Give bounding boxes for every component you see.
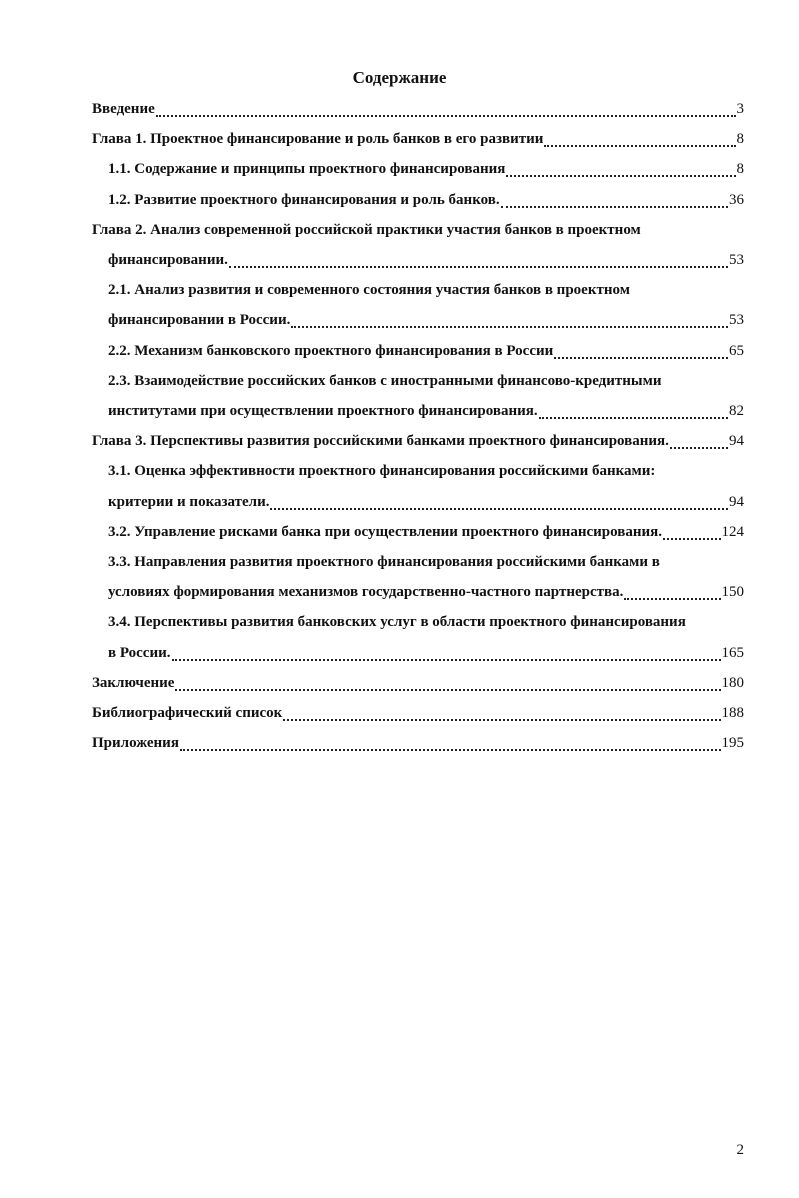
dot-leader — [506, 174, 735, 177]
dot-leader — [156, 114, 736, 117]
dot-leader — [270, 507, 728, 510]
toc-entry-label: 1.2. Развитие проектного финансирования и роль банков. — [108, 191, 500, 208]
toc-entry[interactable] — [92, 668, 744, 698]
dot-leader — [544, 144, 735, 147]
dot-leader — [539, 416, 728, 419]
toc-entry-page: 8 — [736, 131, 744, 148]
toc-line: 2.3. Взаимодействие российских банков с иностранными финансово-кредитными — [108, 372, 662, 389]
toc-entry[interactable] — [108, 336, 744, 366]
toc-line: 3.4. Перспективы развития банковских услуг в области проектного финансирования — [108, 614, 686, 631]
toc-entry-label: 1.1. Содержание и принципы проектного финансирования — [108, 161, 506, 178]
toc-entry-label: Библиографический список — [92, 705, 283, 721]
toc-entry-label: в России. — [108, 644, 171, 661]
toc-entry-label: финансировании в России. — [108, 312, 291, 329]
toc-entry[interactable] — [108, 638, 744, 668]
toc-entry[interactable] — [108, 577, 744, 607]
toc-entry-page: 188 — [721, 705, 744, 721]
page-title: Содержание — [352, 68, 447, 87]
toc-entry-label: Глава 3. Перспективы развития российскими банками проектного финансирования. — [92, 433, 669, 450]
toc-entry-page: 53 — [729, 252, 744, 268]
toc-entry-page: 36 — [729, 191, 744, 208]
dot-leader — [663, 537, 721, 540]
toc-entry[interactable] — [108, 396, 744, 426]
toc-entry-label: критерии и показатели. — [108, 493, 270, 510]
toc-entry-page: 165 — [721, 644, 744, 661]
toc-entry[interactable] — [92, 728, 744, 758]
page-number: 2 — [736, 1142, 744, 1158]
toc-entry[interactable] — [108, 154, 744, 184]
toc-entry[interactable] — [108, 517, 744, 547]
dot-leader — [180, 748, 721, 751]
dot-leader — [554, 356, 728, 359]
toc-entry-page: 53 — [729, 312, 744, 329]
toc-entry[interactable] — [92, 426, 744, 456]
toc-line: 3.3. Направления развития проектного финансирования российскими банками в — [108, 554, 660, 570]
toc-entry-page: 65 — [729, 342, 744, 359]
dot-leader — [283, 718, 720, 721]
toc-entry-page: 150 — [721, 584, 744, 601]
toc-line: Глава 2. Анализ современной российской практики участия банков в проектном — [92, 221, 641, 238]
toc-entry[interactable] — [92, 698, 744, 728]
toc-entry-label: институтами при осуществлении проектного финансирования. — [108, 403, 538, 419]
toc-line: 3.1. Оценка эффективности проектного финансирования российскими банками: — [108, 463, 656, 480]
dot-leader — [172, 658, 721, 661]
toc-line: 2.1. Анализ развития и современного состояния участия банков в проектном — [108, 282, 630, 299]
toc-entry[interactable] — [92, 94, 744, 124]
dot-leader — [175, 688, 720, 691]
toc-entry-label: 2.2. Механизм банковского проектного финансирования в России — [108, 342, 554, 359]
toc-entry-page: 180 — [721, 674, 744, 691]
toc-entry-page: 124 — [721, 523, 744, 540]
toc-entry[interactable] — [108, 305, 744, 335]
toc-entry-page: 94 — [729, 493, 744, 510]
toc-entry-page: 195 — [721, 735, 744, 752]
toc-entry-page: 3 — [736, 101, 744, 117]
dot-leader — [291, 325, 728, 328]
toc-entry-page: 94 — [729, 433, 744, 450]
toc-entry-label: Глава 1. Проектное финансирование и роль банков в его развитии — [92, 131, 544, 148]
dot-leader — [501, 205, 728, 208]
toc-entry[interactable] — [92, 124, 744, 154]
toc-entry-label: Приложения — [92, 735, 179, 752]
dot-leader — [229, 265, 728, 268]
toc-entry-label: 3.2. Управление рисками банка при осуществлении проектного финансирования. — [108, 523, 662, 540]
toc-entry-label: условиях формирования механизмов государственно-частного партнерства. — [108, 584, 624, 601]
toc-entry[interactable] — [108, 487, 744, 517]
toc-entry-page: 8 — [736, 161, 744, 178]
toc-entry-page: 82 — [729, 403, 744, 419]
toc-entry[interactable] — [108, 185, 744, 215]
toc-entry-label: Введение — [92, 101, 155, 117]
dot-leader — [624, 597, 720, 600]
toc-entry[interactable] — [108, 245, 744, 275]
toc-entry-label: финансировании. — [108, 252, 228, 268]
toc-entry-label: Заключение — [92, 674, 175, 691]
dot-leader — [670, 446, 728, 449]
